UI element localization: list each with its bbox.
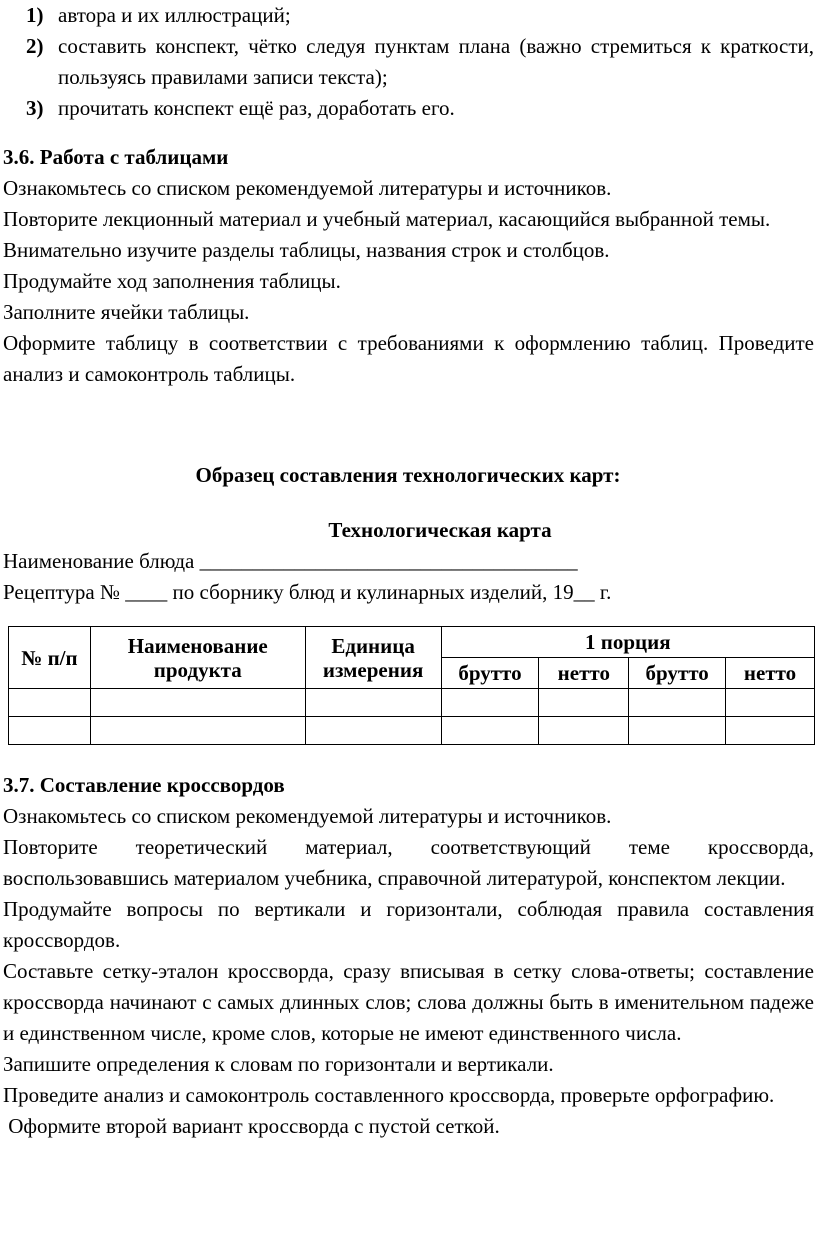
paragraph: Запишите определения к словам по горизонтали и вертикали. xyxy=(3,1052,554,1076)
sample-heading: Образец составления технологических карт: xyxy=(195,463,621,487)
subheader-cell: брутто xyxy=(441,658,539,689)
table-cell xyxy=(90,689,305,717)
table-cell xyxy=(305,689,441,717)
list-item xyxy=(0,93,816,124)
paragraph: Внимательно изучите разделы таблицы, названия строк и столбцов. xyxy=(3,238,610,262)
table-cell xyxy=(90,717,305,745)
table-cell xyxy=(305,717,441,745)
table-cell xyxy=(539,689,629,717)
paragraph: Повторите лекционный материал и учебный материал, касающийся выбранной темы. xyxy=(3,207,771,231)
header-cell-unit: Единица измерения xyxy=(305,627,441,689)
numbered-list xyxy=(0,0,816,124)
recipe-line xyxy=(0,577,816,608)
header-cell-portion: 1 порция xyxy=(441,627,814,658)
table-cell xyxy=(9,689,91,717)
paragraph: Заполните ячейки таблицы. xyxy=(3,300,250,324)
list-number: 1) xyxy=(26,3,44,27)
paragraph: Оформите второй вариант кроссворда с пустой сеткой. xyxy=(3,1114,500,1138)
paragraph: Продумайте ход заполнения таблицы. xyxy=(3,269,341,293)
subheader-cell: брутто xyxy=(629,658,726,689)
list-number: 2) xyxy=(26,34,44,58)
section-3-6 xyxy=(0,142,816,390)
card-title: Технологическая карта xyxy=(328,518,552,542)
list-text: автора и их иллюстраций; xyxy=(58,3,291,27)
table-cell xyxy=(441,689,539,717)
table-cell xyxy=(629,689,726,717)
table-cell xyxy=(539,717,629,745)
subheader-cell: нетто xyxy=(539,658,629,689)
table-cell xyxy=(726,717,815,745)
section-heading: 3.6. Работа с таблицами xyxy=(3,145,229,169)
dish-name-text: Наименование блюда ____________________________________ xyxy=(3,549,578,573)
paragraph: Продумайте вопросы по вертикали и горизонтали, соблюдая правила составления кроссвордов. xyxy=(3,897,814,952)
section-3-7 xyxy=(0,770,816,1142)
list-text: прочитать конспект ещё раз, доработать его. xyxy=(58,96,455,120)
table-cell xyxy=(629,717,726,745)
dish-name-line xyxy=(0,546,816,577)
list-item xyxy=(0,31,816,93)
table-cell xyxy=(726,689,815,717)
header-cell-product: Наименование продукта xyxy=(90,627,305,689)
list-text: составить конспект, чётко следуя пунктам плана (важно стремиться к краткости, пользуясь правилами записи текста); xyxy=(58,34,814,89)
paragraph: Проведите анализ и самоконтроль составленного кроссворда, проверьте орфографию. xyxy=(3,1083,775,1107)
table-header-row xyxy=(9,627,815,658)
paragraph: Составьте сетку-эталон кроссворда, сразу вписывая в сетку слова-ответы; составление кроссворда начинают с самых длинных слов; слова должны быть в именительном падеже и единственном числе, кроме слов, которые не имеют единственного числа. xyxy=(3,959,814,1045)
paragraph: Ознакомьтесь со списком рекомендуемой литературы и источников. xyxy=(3,176,612,200)
table-row xyxy=(9,689,815,717)
header-cell-number: № п/п xyxy=(9,627,91,689)
table-cell xyxy=(9,717,91,745)
paragraph: Оформите таблицу в соответствии с требованиями к оформлению таблиц. Проведите анализ и самоконтроль таблицы. xyxy=(3,331,814,386)
tech-card-table xyxy=(8,626,815,745)
table-cell xyxy=(441,717,539,745)
list-item xyxy=(0,0,816,31)
list-number: 3) xyxy=(26,96,44,120)
paragraph: Ознакомьтесь со списком рекомендуемой литературы и источников. xyxy=(3,804,612,828)
section-heading: 3.7. Составление кроссвордов xyxy=(3,773,285,797)
table-row xyxy=(9,717,815,745)
subheader-cell: нетто xyxy=(726,658,815,689)
recipe-text: Рецептура № ____ по сборнику блюд и кулинарных изделий, 19__ г. xyxy=(3,580,612,604)
paragraph: Повторите теоретический материал, соответствующий теме кроссворда, воспользовавшись материалом учебника, справочной литературой, конспектом лекции. xyxy=(3,835,814,890)
